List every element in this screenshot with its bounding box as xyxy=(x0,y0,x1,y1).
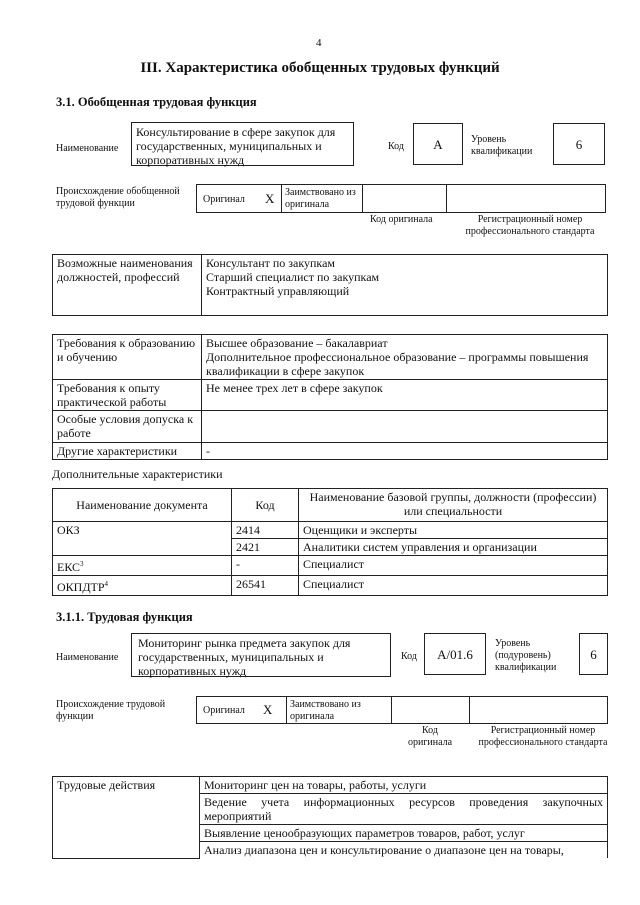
labor-action-item: Выявление ценообразующих параметров товаров, работ, услуг xyxy=(200,825,608,842)
tf-code-label: Код xyxy=(401,651,417,662)
req-special-label: Особые условия допуска к работе xyxy=(53,411,202,443)
gtf-original-label: Оригинал xyxy=(203,194,245,205)
additional-header-name: Наименование базовой группы, должности (профессии) или специальности xyxy=(299,489,608,522)
additional-doc-cell xyxy=(53,556,232,576)
gtf-level-value: 6 xyxy=(553,123,605,165)
gtf-borrowed-label: Заимствовано из оригинала xyxy=(285,187,356,210)
gtf-level-label: Уровень квалификации xyxy=(471,134,533,157)
additional-doc-cell xyxy=(53,576,232,596)
req-special-value xyxy=(202,411,608,443)
tf-code-value: А/01.6 xyxy=(424,633,486,675)
tf-borrowed-label: Заимствовано из оригинала xyxy=(290,699,361,722)
additional-code: - xyxy=(232,556,299,576)
additional-doc: ОКПДТР xyxy=(57,580,105,594)
tf-name-label: Наименование xyxy=(56,652,119,663)
gtf-name-label: Наименование xyxy=(56,143,119,154)
requirements-table xyxy=(52,334,608,460)
gtf-code-value: А xyxy=(413,123,463,165)
labor-action-item: Ведение учета информационных ресурсов проведения закупочных мероприятий xyxy=(200,794,608,825)
tf-original-label: Оригинал xyxy=(203,705,245,716)
tf-heading: 3.1.1. Трудовая функция xyxy=(56,610,193,624)
footnote-ref: 3 xyxy=(80,560,84,568)
labor-action-item: Анализ диапазона цен и консультирование о диапазоне цен на товары, xyxy=(200,842,608,859)
gtf-heading: 3.1. Обобщенная трудовая функция xyxy=(56,95,257,109)
position-item: Консультант по закупкам xyxy=(206,256,335,270)
additional-doc: ЕКС xyxy=(57,560,81,574)
additional-code: 26541 xyxy=(232,576,299,596)
position-item: Старший специалист по закупкам xyxy=(206,270,380,284)
additional-table xyxy=(52,488,608,596)
req-other-value: - xyxy=(202,443,608,460)
tf-origin-label: Происхождение трудовой функции xyxy=(56,699,166,722)
gtf-code-label: Код xyxy=(388,141,404,152)
additional-name: Аналитики систем управления и организации xyxy=(299,539,608,556)
tf-origin-table xyxy=(196,696,608,724)
additional-code: 2421 xyxy=(232,539,299,556)
tf-name-value: Мониторинг рынка предмета закупок для государственных, муниципальных и корпоративных нужд xyxy=(131,633,391,677)
positions-label: Возможные наименования должностей, профессий xyxy=(53,255,202,316)
req-education-value: Высшее образование – бакалавриат Дополнительное профессиональное образование – программы повышения квалификации в сфере закупок xyxy=(202,335,608,380)
req-education-label: Требования к образованию и обучению xyxy=(53,335,202,380)
labor-action-item: Мониторинг цен на товары, работы, услуги xyxy=(200,777,608,794)
position-item: Контрактный управляющий xyxy=(206,284,350,298)
req-experience-label: Требования к опыту практической работы xyxy=(53,380,202,411)
tf-reg-number-label: Регистрационный номер профессионального стандарта xyxy=(478,725,608,748)
labor-actions-table xyxy=(52,776,608,859)
gtf-name-value: Консультирование в сфере закупок для государственных, муниципальных и корпоративных нужд xyxy=(131,122,354,166)
additional-header-doc: Наименование документа xyxy=(53,489,232,522)
tf-level-value: 6 xyxy=(579,633,608,675)
req-other-label: Другие характеристики xyxy=(53,443,202,460)
tf-level-label: Уровень (подуровень) квалификации xyxy=(495,638,557,673)
section-title: III. Характеристика обобщенных трудовых функций xyxy=(140,60,500,76)
additional-name: Специалист xyxy=(299,576,608,596)
positions-table xyxy=(52,254,608,316)
gtf-code-original-label: Код оригинала xyxy=(370,214,433,225)
additional-name: Оценщики и эксперты xyxy=(299,522,608,539)
req-experience-value: Не менее трех лет в сфере закупок xyxy=(202,380,608,411)
additional-title: Дополнительные характеристики xyxy=(52,467,223,481)
gtf-reg-number-label: Регистрационный номер профессионального стандарта xyxy=(465,214,595,237)
tf-original-mark: X xyxy=(263,702,273,717)
gtf-origin-table xyxy=(196,184,606,213)
additional-header-code: Код xyxy=(232,489,299,522)
additional-doc: ОКЗ xyxy=(53,522,232,556)
gtf-original-mark: X xyxy=(265,191,275,206)
page-number: 4 xyxy=(316,37,322,49)
additional-name: Специалист xyxy=(299,556,608,576)
tf-code-original-label: Код оригинала xyxy=(407,725,453,748)
positions-values xyxy=(202,255,608,316)
labor-actions-label: Трудовые действия xyxy=(53,777,200,859)
footnote-ref: 4 xyxy=(104,580,109,588)
gtf-origin-label: Происхождение обобщенной трудовой функции xyxy=(56,186,180,209)
additional-code: 2414 xyxy=(232,522,299,539)
